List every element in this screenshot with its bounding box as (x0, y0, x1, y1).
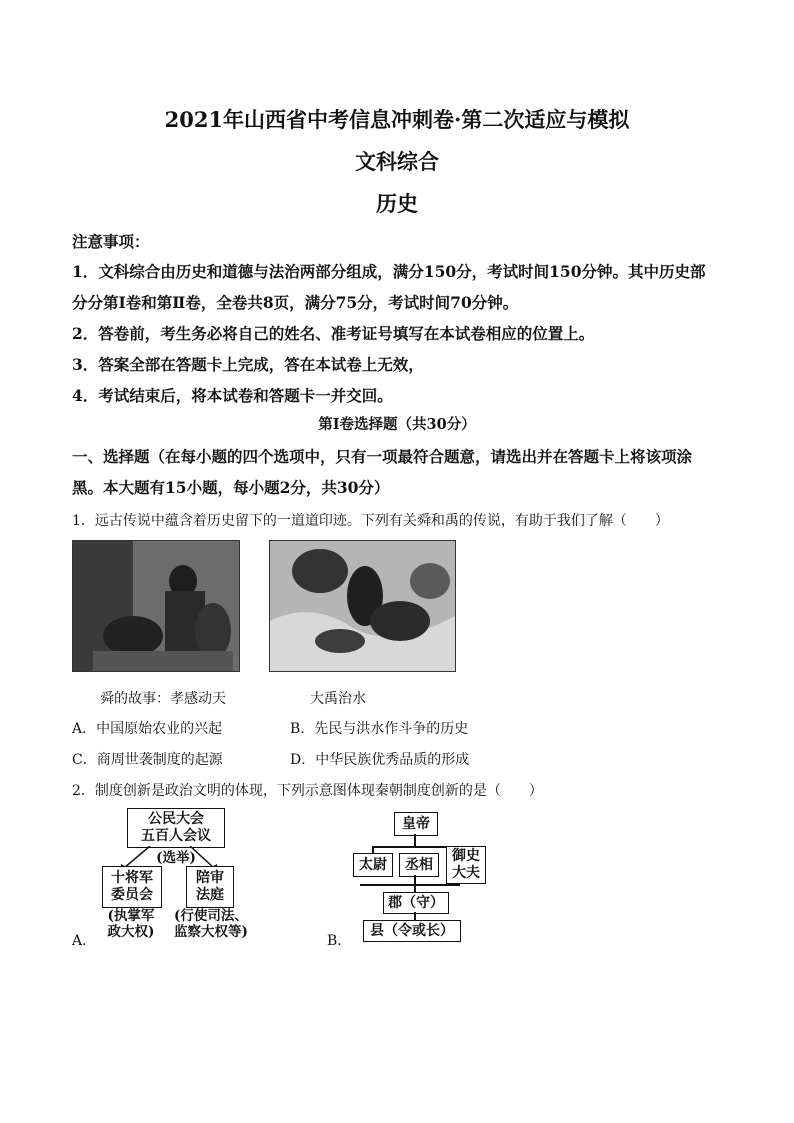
jury-line-2: 法庭 (196, 887, 224, 903)
generals-line-2: 委员会 (111, 887, 153, 903)
q2-label-a: A． (72, 933, 97, 949)
generals-note-line-2: 政大权) (107, 924, 155, 940)
generals-box (102, 866, 162, 908)
notice-item-1-line-2: 分分第Ⅰ卷和第Ⅱ卷，全卷共8页，满分75分，考试时间70分钟。 (72, 293, 519, 312)
generals-line-1: 十将军 (111, 870, 153, 886)
connector (414, 834, 416, 846)
assembly-line-2: 五百人会议 (141, 828, 211, 844)
generals-note (96, 908, 166, 940)
connector (414, 912, 416, 920)
section-instruction-line-2: 黑。本大题有15小题，每小题2分，共30分） (72, 478, 390, 497)
taiwei-box: 太尉 (353, 853, 393, 877)
q1-option-b: B．先民与洪水作斗争的历史 (290, 721, 469, 737)
emperor-box: 皇帝 (394, 812, 438, 836)
chengxiang-box: 丞相 (399, 853, 439, 877)
yushi-box (446, 846, 486, 884)
section-title: 第Ⅰ卷选择题（共30分） (318, 416, 476, 433)
yu-flood-image (269, 540, 456, 672)
jury-note-line-1: (行使司法、 (174, 908, 248, 924)
elect-label: (选举) (156, 850, 196, 866)
connector (360, 884, 460, 886)
notice-heading: 注意事项： (72, 232, 150, 251)
yushi-line-1: 御史 (452, 848, 480, 864)
generals-note-line-1: (执掌军 (107, 908, 155, 924)
notice-item-1-line-1: 1．文科综合由历史和道德与法治两部分组成，满分150分，考试时间150分钟。其中历史部 (72, 262, 706, 281)
notice-item-4: 4．考试结束后，将本试卷和答题卡一并交回。 (72, 386, 393, 405)
jury-note-line-2: 监察大权等) (174, 924, 248, 940)
shun-story-image (72, 540, 240, 672)
exam-subject: 历史 (376, 191, 418, 216)
section-instruction-line-1: 一、选择题（在每小题的四个选项中，只有一项最符合题意，请选出并在答题卡上将该项涂 (72, 447, 693, 466)
jury-note (166, 908, 256, 940)
jury-line-1: 陪审 (196, 870, 224, 886)
q1-option-a: A．中国原始农业的兴起 (72, 721, 223, 737)
notice-item-3: 3．答案全部在答题卡上完成，答在本试卷上无效， (72, 355, 424, 374)
notice-item-2: 2．答卷前，考生务必将自己的姓名、准考证号填写在本试卷相应的位置上。 (72, 324, 595, 343)
q2-stem: 2．制度创新是政治文明的体现，下列示意图体现秦朝制度创新的是（ ） (72, 783, 543, 799)
q1-option-c: C．商周世袭制度的起源 (72, 752, 223, 768)
q1-stem: 1．远古传说中蕴含着历史留下的一道道印迹。下列有关舜和禹的传说，有助于我们了解（ ） (72, 513, 669, 529)
exam-subtitle: 文科综合 (355, 149, 439, 174)
assembly-line-1: 公民大会 (148, 811, 204, 827)
jun-box: 郡（守） (383, 892, 449, 914)
q1-option-d: D．中华民族优秀品质的形成 (290, 752, 470, 768)
q1-caption-left: 舜的故事：孝感动天 (100, 691, 226, 707)
q1-caption-right: 大禹治水 (310, 691, 366, 707)
exam-title: 2021年山西省中考信息冲刺卷·第二次适应与模拟 (164, 107, 630, 132)
xian-box: 县（令或长） (363, 920, 461, 942)
assembly-box (127, 808, 225, 848)
yushi-line-2: 大夫 (452, 865, 480, 881)
jury-box (186, 866, 234, 908)
q2-label-b: B． (327, 933, 352, 949)
connector (414, 875, 416, 892)
